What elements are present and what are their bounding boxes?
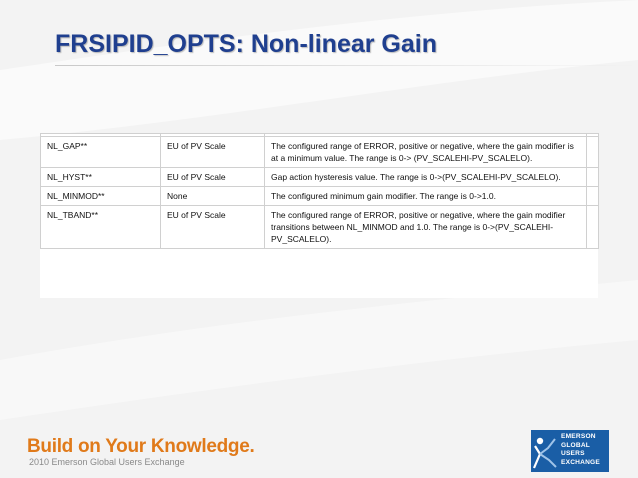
edge-cell — [587, 187, 599, 206]
logo-line: EMERSON — [561, 433, 596, 440]
edge-cell — [587, 206, 599, 249]
logo-line: USERS — [561, 450, 585, 458]
param-units-cell: None — [161, 187, 265, 206]
footer-subtitle: 2010 Emerson Global Users Exchange — [29, 457, 185, 467]
edge-cell — [587, 137, 599, 168]
param-name-cell: NL_HYST** — [41, 168, 161, 187]
param-desc-cell: The configured range of ERROR, positive or negative, where the gain modifier transitions between NL_MINMOD and 1.0. The range is 0->(PV_SCALEHI-PV_SCALELO). — [265, 206, 587, 249]
param-units-cell: EU of PV Scale — [161, 137, 265, 168]
param-units-cell: EU of PV Scale — [161, 206, 265, 249]
edge-cell — [587, 168, 599, 187]
param-name-cell: NL_MINMOD** — [41, 187, 161, 206]
table-row — [41, 168, 599, 187]
param-name-cell: NL_TBAND** — [41, 206, 161, 249]
param-desc-cell: The configured range of ERROR, positive or negative, where the gain modifier is at a minimum value. The range is 0-> (PV_SCALEHI-PV_SCALELO). — [265, 137, 587, 168]
emerson-logo — [531, 430, 609, 472]
parameter-table-container — [40, 133, 598, 298]
slide-title: FRSIPID_OPTS: Non-linear Gain — [55, 30, 437, 58]
logo-text — [561, 433, 600, 467]
table-row — [41, 206, 599, 249]
table-row — [41, 187, 599, 206]
parameter-table — [40, 133, 599, 249]
param-desc-cell: The configured minimum gain modifier. The range is 0->1.0. — [265, 187, 587, 206]
param-desc-cell: Gap action hysteresis value. The range is 0->(PV_SCALEHI-PV_SCALELO). — [265, 168, 587, 187]
title-divider — [55, 65, 638, 66]
param-units-cell: EU of PV Scale — [161, 168, 265, 187]
logo-line: GLOBAL — [561, 441, 591, 449]
logo-line: EXCHANGE — [561, 458, 600, 466]
param-name-cell: NL_GAP** — [41, 137, 161, 168]
logo-mark-icon — [531, 430, 559, 472]
table-row — [41, 137, 599, 168]
footer-tagline: Build on Your Knowledge. — [27, 436, 255, 457]
